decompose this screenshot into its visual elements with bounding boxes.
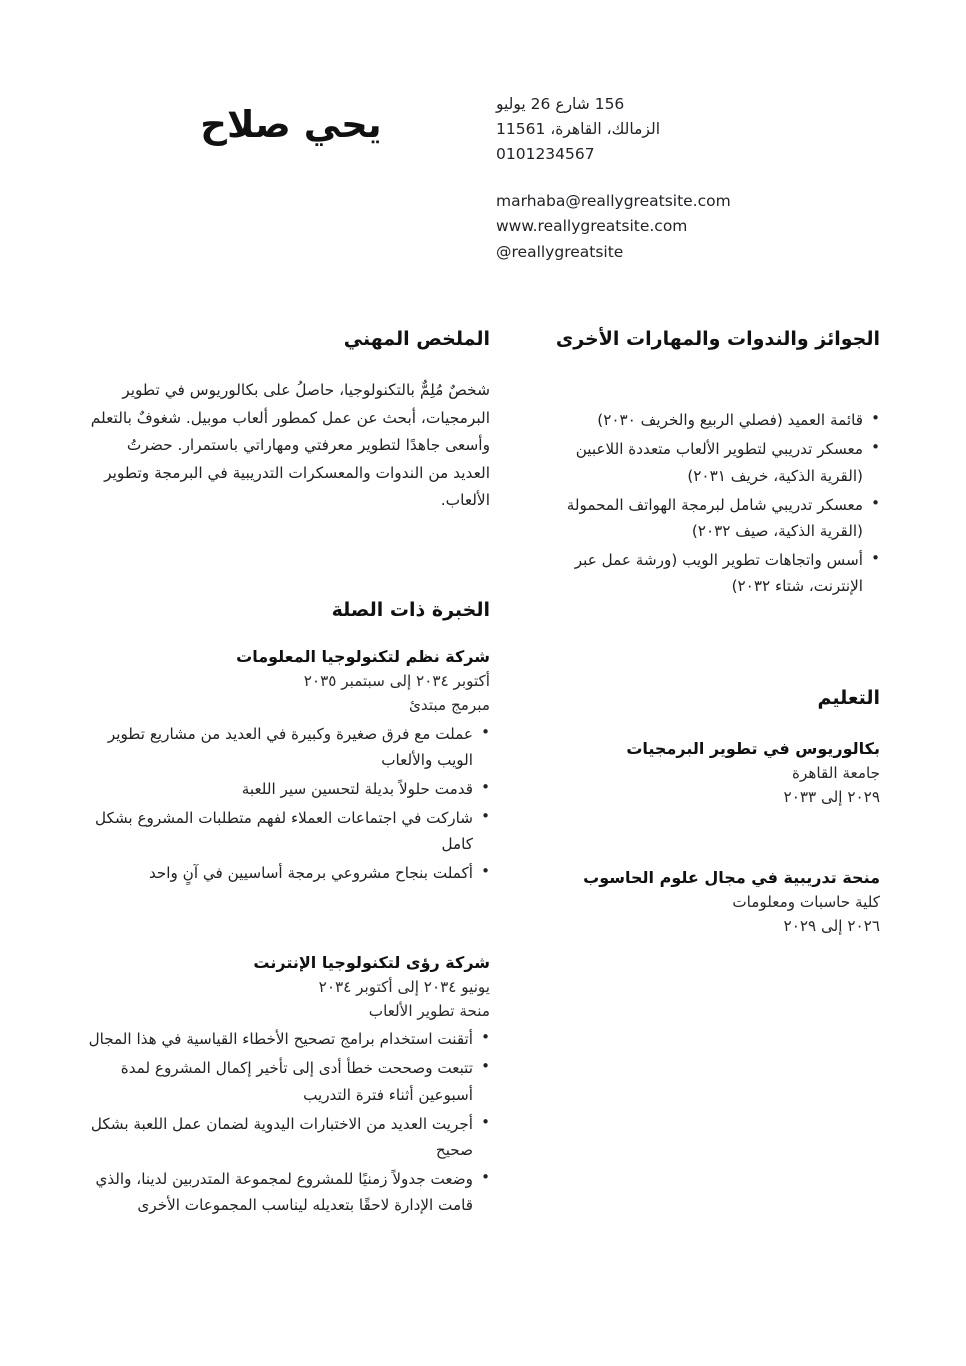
summary-section-title: الملخص المهني (343, 327, 490, 350)
education-section-title: التعليم (817, 687, 880, 710)
list-item: • قدمت حلولاً بديلة لتحسين سير اللعبة (86, 776, 490, 802)
institution-name: كلية حاسبات ومعلومات (732, 892, 880, 911)
education-dates: ٢٠٢٩ إلى ٢٠٣٣ (783, 788, 880, 807)
responsibilities-list (86, 1026, 490, 1218)
responsibilities-list (86, 721, 490, 887)
list-item: • عملت مع فرق صغيرة وكبيرة في العديد من مشاريع تطوير الويب والألعاب (86, 721, 490, 773)
degree-title: بكالوريوس في تطوير البرمجيات (626, 739, 880, 759)
section-education (542, 686, 880, 938)
job-title: منحة تطوير الألعاب (368, 1001, 490, 1020)
summary-text: شخصٌ مُلِمٌّ بالتكنولوجيا، حاصلُ على بكالوريوس في تطوير البرمجيات، أبحث عن عمل كمطور ألعاب موبيل. شغوفٌ بالتعلم وأسعى جاهدًا لتطوير معرفتي ومهاراتي باستمرار. حضرتُ العديد من الندوات والمعسكرات التدريبية في البرمجة وتطوير الألعاب. (90, 381, 490, 510)
employment-dates: أكتوبر ٢٠٣٤ إلى سبتمبر ٢٠٣٥ (303, 672, 490, 691)
social-handle[interactable]: @reallygreatsite (496, 242, 624, 261)
contact-info-block (496, 88, 880, 265)
candidate-name: يحي صلاح (200, 103, 382, 146)
left-column (508, 327, 880, 939)
experience-section-title: الخبرة ذات الصلة (331, 599, 490, 622)
list-item: • شاركت في اجتماعات العملاء لفهم متطلبات المشروع بشكل كامل (86, 805, 490, 857)
email-address[interactable]: marhaba@reallygreatsite.com (496, 192, 731, 211)
awards-list (542, 407, 880, 599)
list-item: • أتقنت استخدام برامج تصحيح الأخطاء القياسية في هذا المجال (86, 1026, 490, 1052)
list-item: • أكملت بنجاح مشروعي برمجة أساسيين في آنٍ واحد (86, 860, 490, 886)
list-item: • قائمة العميد (فصلي الربيع والخريف ٢٠٣٠) (542, 407, 880, 433)
address-line-1: 156 شارع 26 يوليو (496, 95, 625, 113)
awards-spacer (542, 377, 880, 407)
list-item: • معسكر تدريبي شامل لبرمجة الهواتف المحمولة (القرية الذكية، صيف ٢٠٣٢) (542, 492, 880, 544)
section-awards (542, 327, 880, 600)
experience-entry (86, 951, 490, 1219)
section-summary (86, 327, 490, 515)
resume-header (0, 0, 966, 265)
address-line-2: الزمالك، القاهرة، 11561 (496, 120, 661, 139)
list-item: • أسس واتجاهات تطوير الويب (ورشة عمل عبر الإنترنت، شتاء ٢٠٣٢) (542, 547, 880, 599)
resume-body (0, 327, 966, 1222)
institution-name: جامعة القاهرة (792, 764, 880, 783)
list-item: • معسكر تدريبي لتطوير الألعاب متعددة اللاعبين (القرية الذكية، خريف ٢٠٣١) (542, 436, 880, 488)
list-item: • أجريت العديد من الاختبارات اليدوية لضمان عمل اللعبة بشكل صحيح (86, 1111, 490, 1163)
list-item: • وضعت جدولاً زمنيًا للمشروع لمجموعة المتدربين لدينا، والذي قامت الإدارة لاحقًا بتعديله ليناسب المجموعات الأخرى (86, 1166, 490, 1218)
left-section-spacer (542, 602, 880, 686)
contact-spacer (496, 167, 880, 189)
job-title: مبرمج مبتدئ (408, 696, 490, 715)
right-section-spacer (86, 514, 490, 598)
education-dates: ٢٠٢٦ إلى ٢٠٢٩ (783, 916, 880, 935)
phone-number: 0101234567 (496, 145, 595, 164)
education-entry (542, 866, 880, 939)
company-name: شركة رؤى لتكنولوجيا الإنترنت (253, 952, 490, 972)
employment-dates: يونيو ٢٠٣٤ إلى أكتوبر ٢٠٣٤ (318, 977, 490, 996)
education-entry-spacer (542, 836, 880, 866)
education-entry (542, 737, 880, 810)
awards-section-title: الجوائز والندوات والمهارات الأخرى (555, 327, 880, 350)
list-item: • تتبعت وصححت خطأ أدى إلى تأخير إكمال المشروع لمدة أسبوعين أثناء فترة التدريب (86, 1055, 490, 1107)
experience-entry-spacer (86, 913, 490, 951)
degree-title: منحة تدريبية في مجال علوم الحاسوب (583, 867, 880, 887)
website-url[interactable]: www.reallygreatsite.com (496, 217, 688, 236)
section-experience (86, 598, 490, 1218)
experience-entry (86, 645, 490, 886)
company-name: شركة نظم لتكنولوجيا المعلومات (236, 647, 490, 667)
name-block (86, 88, 496, 148)
contact-details (496, 92, 880, 265)
right-column (86, 327, 508, 1222)
